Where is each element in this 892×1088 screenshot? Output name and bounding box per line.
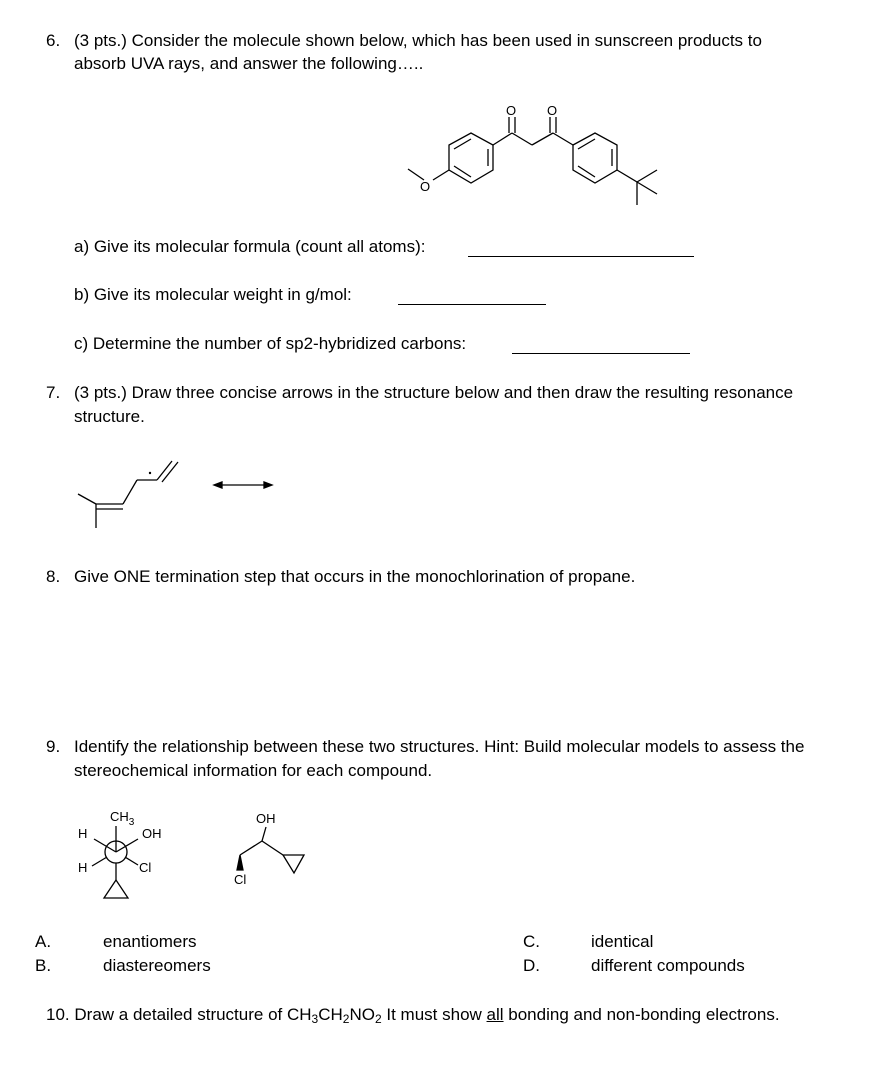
resonance-structure <box>0 440 892 540</box>
q6-prompt-line2: absorb UVA rays, and answer the following….. <box>74 54 424 73</box>
q6-prompt-line1: (3 pts.) Consider the molecule shown below, which has been used in sunscreen products to <box>74 31 762 50</box>
choice-b-text[interactable]: diastereomers <box>103 956 211 975</box>
q9-prompt-line2: stereochemical information for each compound. <box>74 761 433 780</box>
q7-prompt-line2: structure. <box>74 407 145 426</box>
q7-number: 7. <box>46 383 61 402</box>
emphasis-all: all <box>486 1005 504 1024</box>
q6-part-c: c) Determine the number of sp2-hybridized carbons: <box>74 334 467 353</box>
q6-part-b: b) Give its molecular weight in g/mol: <box>74 285 352 304</box>
choice-c-letter: C. <box>523 932 540 951</box>
answer-blank-sp2[interactable] <box>512 353 690 354</box>
newman-cl-label: Cl <box>139 860 152 875</box>
q8-prompt: Give ONE termination step that occurs in the monochlorination of propane. <box>74 567 636 586</box>
answer-blank-formula[interactable] <box>468 256 694 257</box>
q9-number: 9. <box>46 737 61 756</box>
ether-oxygen-label: O <box>420 179 431 194</box>
q9-prompt-line1: Identify the relationship between these two structures. Hint: Build molecular models to assess the <box>74 737 805 756</box>
q10-prompt: 10. Draw a detailed structure of $CH_3CH_2NO_2$ It must show all bonding and non-bonding electrons. <box>46 1005 780 1026</box>
newman-h-bottom-label: H <box>78 860 88 875</box>
choice-a-text[interactable]: enantiomers <box>103 932 197 951</box>
q7-prompt-line1: (3 pts.) Draw three concise arrows in the structure below and then draw the resulting resonance <box>74 383 794 402</box>
skeletal-structure <box>0 800 892 910</box>
skeletal-oh-label: OH <box>256 811 276 826</box>
choice-d-text[interactable]: different compounds <box>591 956 745 975</box>
choice-b-letter: B. <box>35 956 52 975</box>
choice-a-letter: A. <box>35 932 52 951</box>
ketone2-oxygen-label: O <box>547 103 558 118</box>
choice-c-text[interactable]: identical <box>591 932 654 951</box>
q8-number: 8. <box>46 567 61 586</box>
answer-blank-weight[interactable] <box>398 304 546 305</box>
newman-h-top-label: H <box>78 826 88 841</box>
q10-number: 10. <box>46 1005 70 1024</box>
choice-d-letter: D. <box>523 956 540 975</box>
newman-oh-label: OH <box>142 826 162 841</box>
newman-ch3-label: $CH_3$ <box>110 809 135 828</box>
ketone1-oxygen-label: O <box>506 103 517 118</box>
q6-part-a: a) Give its molecular formula (count all atoms): <box>74 237 426 256</box>
sunscreen-molecule <box>0 0 892 230</box>
q6-number: 6. <box>46 31 61 50</box>
radical-dot <box>149 472 151 474</box>
skeletal-cl-label: Cl <box>234 872 247 887</box>
